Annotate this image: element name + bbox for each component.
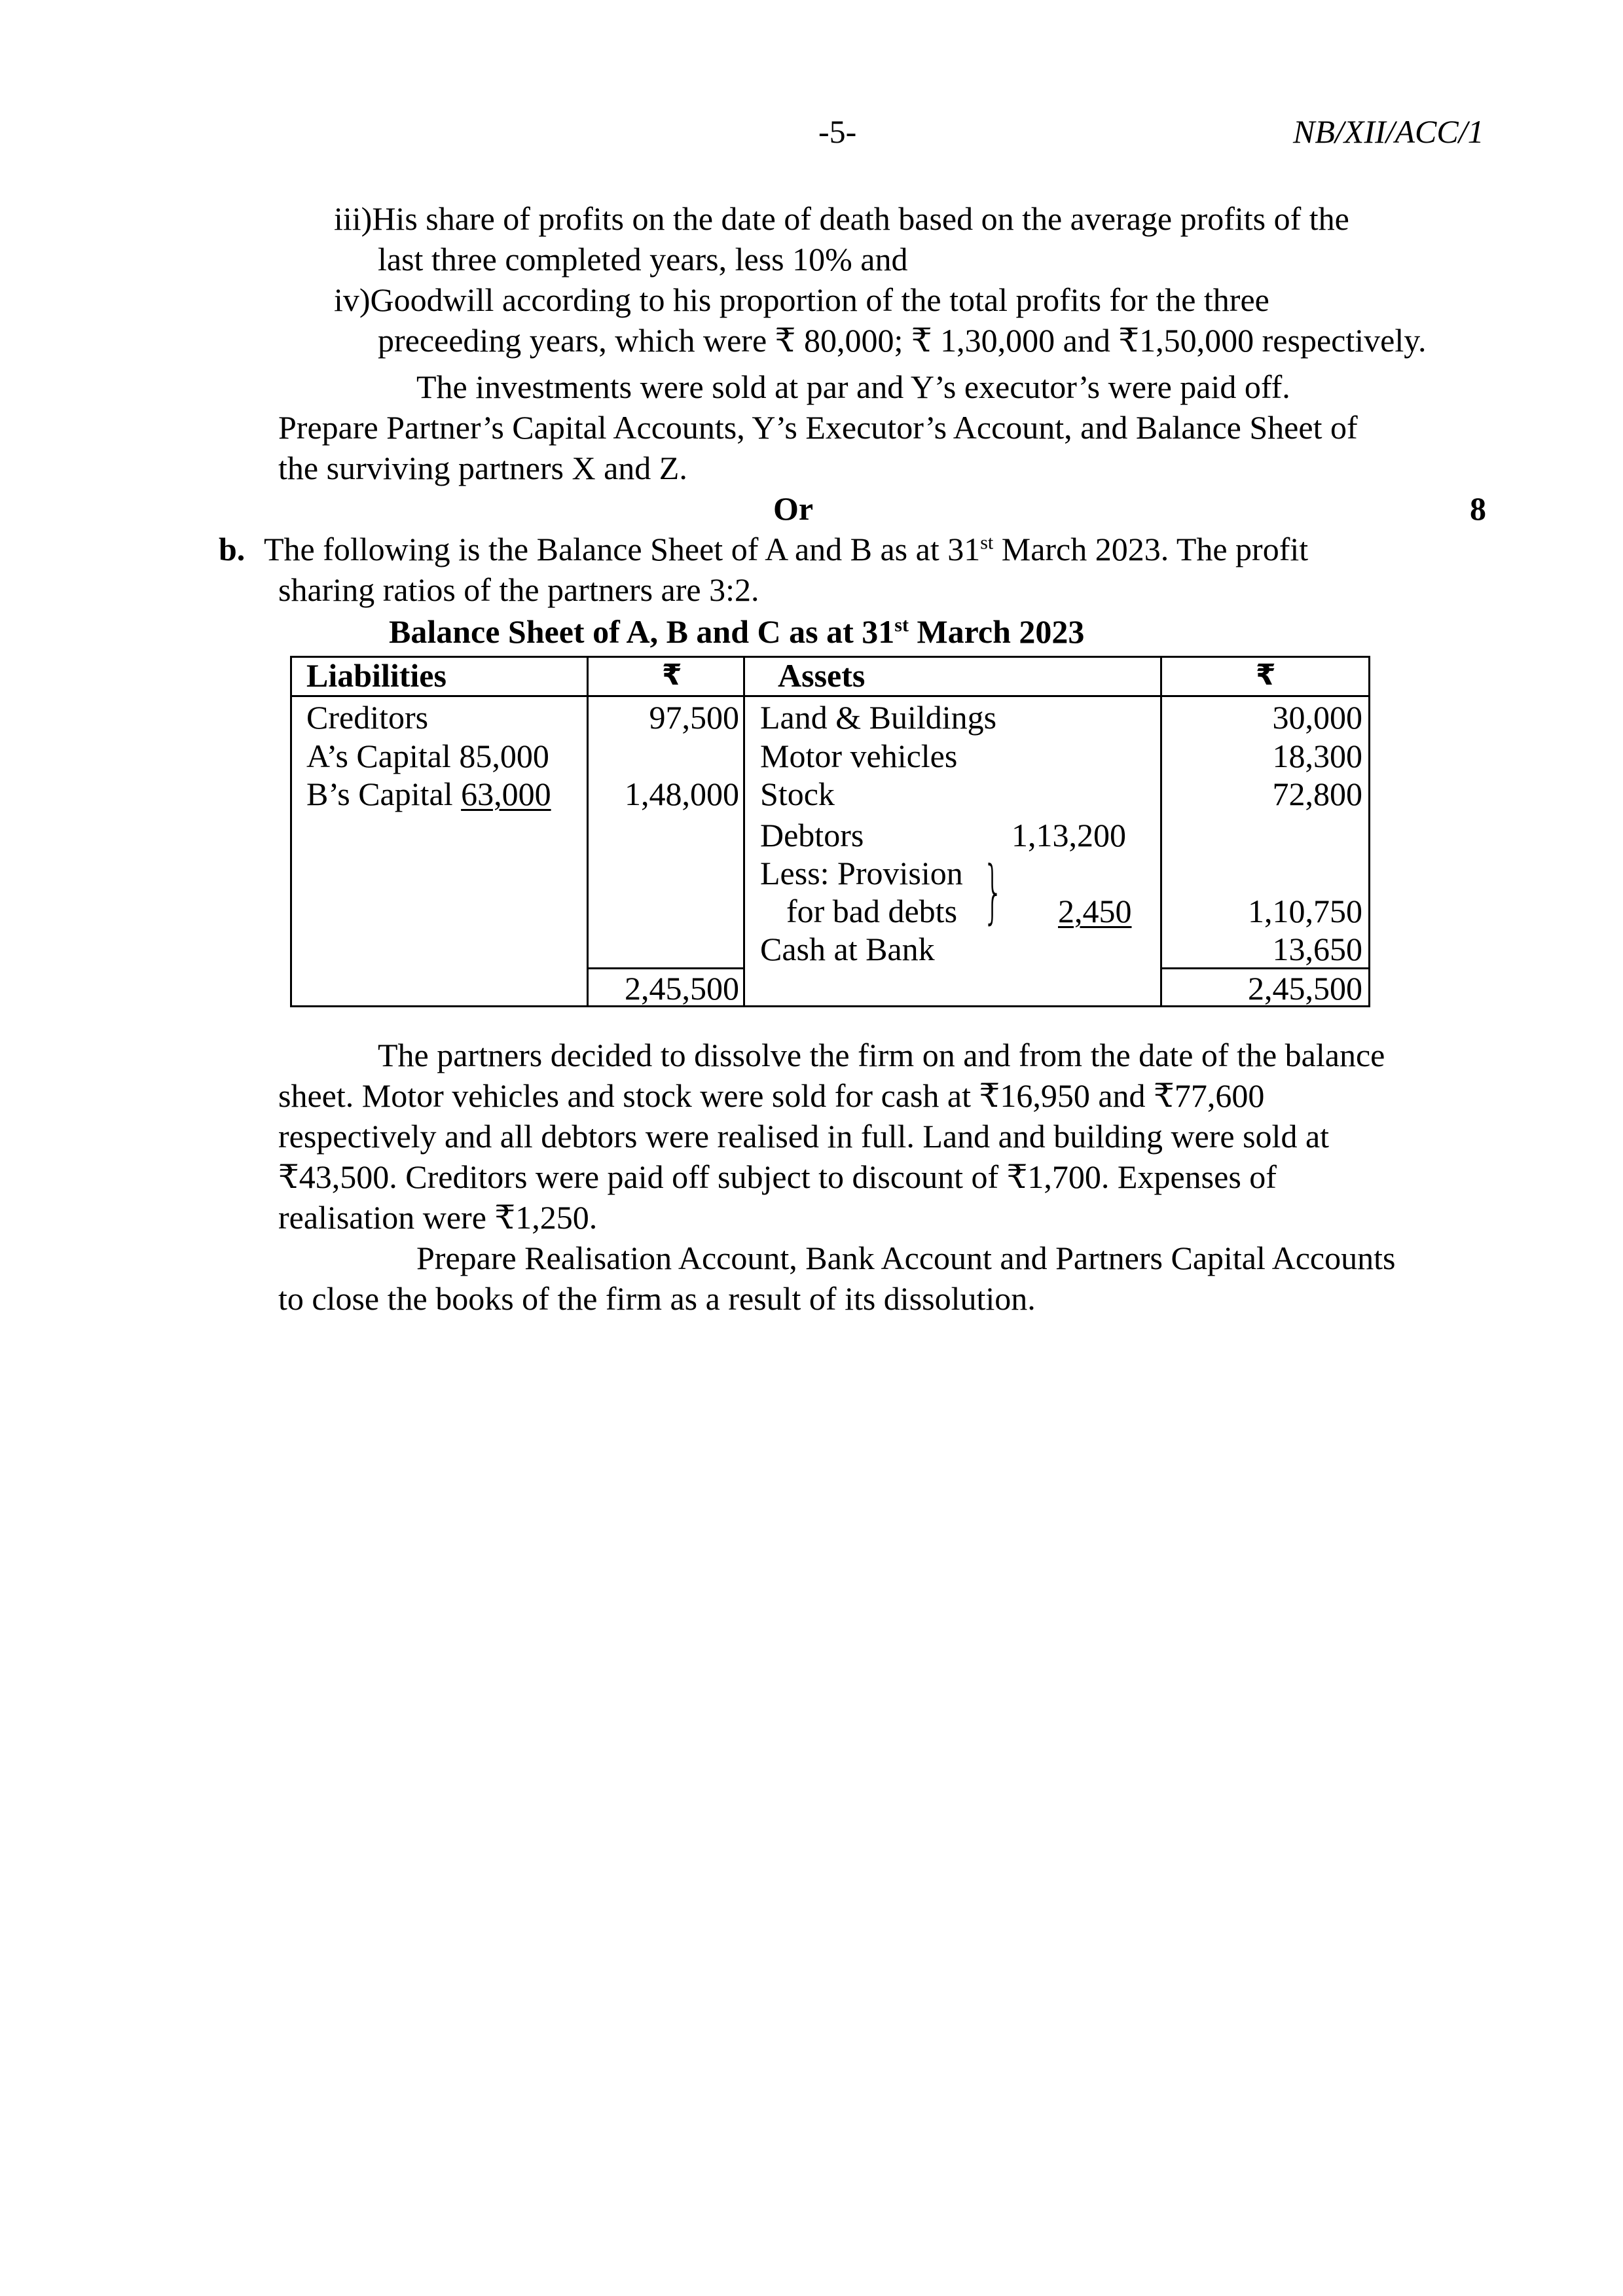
intro-line1: The following is the Balance Sheet of A and B as at 31st March 2023. The profit — [264, 531, 1309, 567]
paper-code: NB/XII/ACC/1 — [1293, 113, 1484, 150]
liab-total: 2,45,500 — [625, 970, 739, 1007]
asset-cash: Cash at Bank — [760, 931, 935, 967]
asset-bad-debts: for bad debts — [786, 893, 958, 929]
marks: 8 — [1470, 490, 1486, 527]
liab-capital-total: 1,48,000 — [625, 776, 739, 812]
dissolution-line4: ₹43,500. Creditors were paid off subject to discount of ₹1,700. Expenses of — [278, 1158, 1277, 1195]
prepare-line1: Prepare Partner’s Capital Accounts, Y’s Executor’s Account, and Balance Sheet of — [278, 409, 1358, 446]
table-title: Balance Sheet of A, B and C as at 31st March 2023 — [389, 613, 1085, 650]
asset-cash-amount: 13,650 — [1272, 931, 1362, 967]
page-number: -5- — [818, 113, 857, 150]
liab-creditors-amount: 97,500 — [649, 699, 739, 736]
asset-motor-amount: 18,300 — [1272, 738, 1362, 774]
dissolution-line5: realisation were ₹1,250. — [278, 1199, 598, 1236]
header-asset-rupee: ₹ — [1256, 658, 1276, 692]
balance-sheet-table — [290, 656, 1370, 1007]
brace-icon: } — [983, 852, 1004, 932]
investments-line: The investments were sold at par and Y’s executor’s were paid off. — [416, 368, 1290, 405]
asset-less-provision: Less: Provision — [760, 855, 963, 891]
asset-stock-amount: 72,800 — [1272, 776, 1362, 812]
item-iv-line2: preceeding years, which were ₹ 80,000; ₹ 1,30,000 and ₹1,50,000 respectively. — [378, 322, 1427, 359]
prepare-line2: the surviving partners X and Z. — [278, 450, 687, 486]
liab-b-capital: B’s Capital 63,000 — [306, 776, 551, 812]
dissolution-line6: Prepare Realisation Account, Bank Account and Partners Capital Accounts — [416, 1240, 1396, 1276]
liab-a-capital: A’s Capital 85,000 — [306, 738, 549, 774]
asset-provision-amount: 2,450 — [1058, 893, 1132, 929]
asset-land-amount: 30,000 — [1272, 699, 1362, 736]
header-liabilities: Liabilities — [306, 657, 447, 694]
asset-stock: Stock — [760, 776, 835, 812]
or-label: Or — [773, 490, 814, 527]
asset-debtors-net: 1,10,750 — [1248, 893, 1362, 929]
asset-motor: Motor vehicles — [760, 738, 958, 774]
item-iii-line2: last three completed years, less 10% and — [378, 241, 908, 278]
dissolution-line2: sheet. Motor vehicles and stock were sold for cash at ₹16,950 and ₹77,600 — [278, 1077, 1265, 1114]
dissolution-line7: to close the books of the firm as a result of its dissolution. — [278, 1280, 1036, 1317]
liab-creditors: Creditors — [306, 699, 429, 736]
dissolution-line3: respectively and all debtors were realised in full. Land and building were sold at — [278, 1118, 1330, 1155]
asset-debtors-gross: 1,13,200 — [1012, 817, 1126, 853]
asset-debtors: Debtors — [760, 817, 864, 853]
header-liab-rupee: ₹ — [662, 658, 682, 692]
asset-land: Land & Buildings — [760, 699, 997, 736]
header-assets: Assets — [778, 657, 866, 694]
dissolution-line1: The partners decided to dissolve the firm on and from the date of the balance — [378, 1037, 1385, 1073]
asset-total: 2,45,500 — [1248, 970, 1362, 1007]
item-iv-line1: iv)Goodwill according to his proportion of the total profits for the three — [334, 281, 1269, 318]
question-label-b: b. — [219, 531, 246, 567]
intro-line2: sharing ratios of the partners are 3:2. — [278, 571, 759, 608]
item-iii-line1: iii)His share of profits on the date of death based on the average profits of the — [334, 200, 1349, 237]
